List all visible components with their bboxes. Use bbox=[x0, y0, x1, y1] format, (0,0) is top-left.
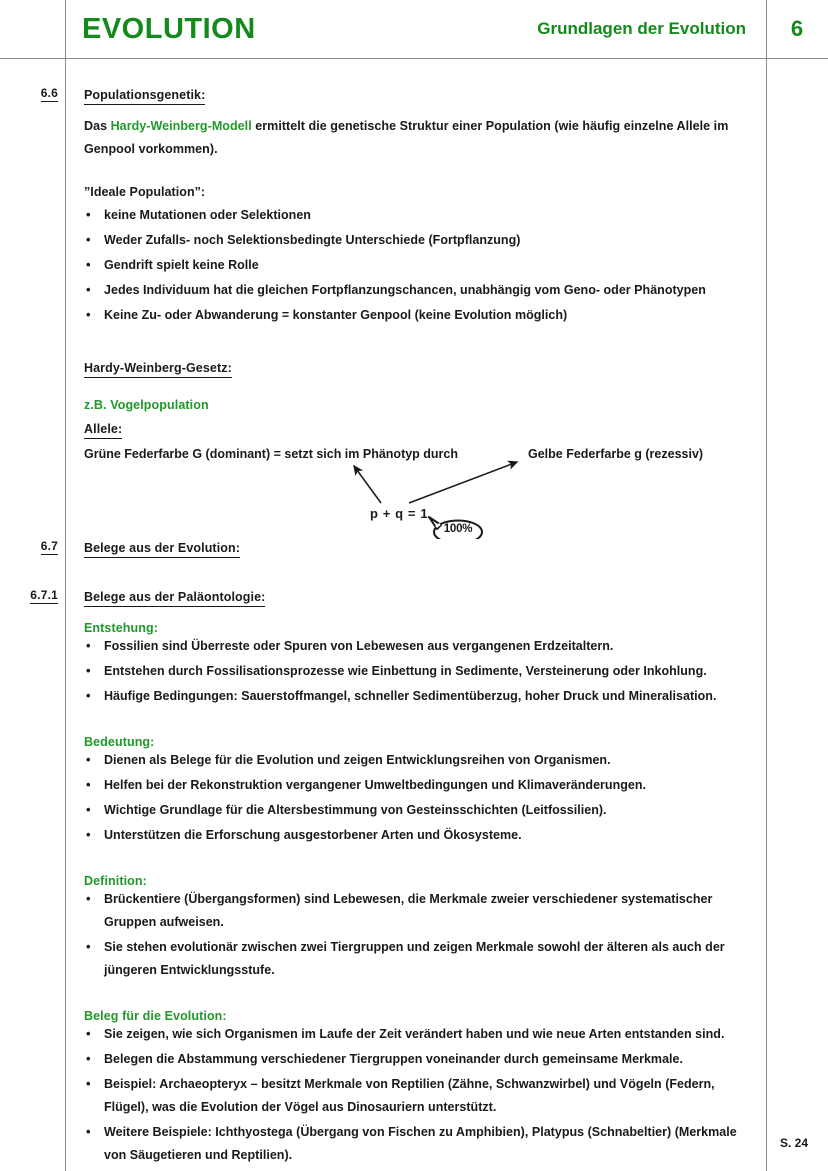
group-list bbox=[84, 888, 748, 982]
yellow-feather-allele-label: Gelbe Federfarbe g (rezessiv) bbox=[528, 447, 704, 461]
list-item: • keine Mutationen oder Selektionen bbox=[84, 204, 748, 227]
right-margin-rule bbox=[766, 0, 767, 1171]
section-6-6-heading: Populationsgenetik: bbox=[84, 86, 748, 105]
footer-page-label: S. 24 bbox=[780, 1136, 809, 1150]
group-entstehung bbox=[84, 621, 748, 708]
list-item: • Beispiel: Archaeopteryx – besitzt Merkmale von Reptilien (Zähne, Schwanzwirbel) und Vögeln (Federn, Flügel), was die Evolution der Vögel aus Dinosauriern unterstützt. bbox=[84, 1073, 748, 1119]
arrow-to-yellow-allele bbox=[409, 462, 517, 503]
list-item: • Entstehen durch Fossilisationsprozesse wie Einbettung in Sedimente, Versteinerung oder Inkohlung. bbox=[84, 660, 748, 683]
group-label: Bedeutung: bbox=[84, 735, 155, 749]
group-label: Entstehung: bbox=[84, 621, 159, 635]
page-title: EVOLUTION bbox=[82, 13, 256, 45]
percent-bubble-label: 100% bbox=[443, 523, 473, 535]
list-item: • Häufige Bedingungen: Sauerstoffmangel, schneller Sedimentüberzug, hoher Druck und Mineralisation. bbox=[84, 685, 748, 708]
list-item: • Jedes Individuum hat die gleichen Fortpflanzungschancen, unabhängig vom Geno- oder Phänotypen bbox=[84, 279, 748, 302]
allele-frequency-formula: p + q = 1 bbox=[370, 506, 429, 521]
section-6-7-heading: Belege aus der Evolution: bbox=[84, 539, 748, 558]
group-definition bbox=[84, 874, 748, 982]
list-item: • Dienen als Belege für die Evolution und zeigen Entwicklungsreihen von Organismen. bbox=[84, 749, 748, 772]
list-item: • Weitere Beispiele: Ichthyostega (Übergang von Fischen zu Amphibien), Platypus (Schnabeltier) (Merkmale von Säugetieren und Reptilien). bbox=[84, 1121, 748, 1167]
group-label: Beleg für die Evolution: bbox=[84, 1009, 227, 1023]
section-6-7-1-heading: Belege aus der Paläontologie: bbox=[84, 588, 748, 607]
group-beleg-fuer-die-evolution bbox=[84, 1009, 748, 1167]
intro-text-after: ermittelt die genetische Struktur einer Population (wie häufig einzelne Allele im Genpool vorkommen). bbox=[84, 119, 729, 156]
vogelpopulation-example-label: z.B. Vogelpopulation bbox=[84, 398, 209, 412]
page-content bbox=[0, 58, 766, 1169]
list-item: • Sie stehen evolutionär zwischen zwei Tiergruppen und zeigen Merkmale sowohl der älteren als auch der jüngeren Entwicklungsstufe. bbox=[84, 936, 748, 982]
list-item: • Helfen bei der Rekonstruktion vergangener Umweltbedingungen und Klimaveränderungen. bbox=[84, 774, 748, 797]
section-6-7-1 bbox=[0, 588, 766, 1167]
page-header bbox=[0, 0, 828, 58]
list-item: • Unterstützen die Erforschung ausgestorbener Arten und Ökosysteme. bbox=[84, 824, 748, 847]
group-list bbox=[84, 749, 748, 847]
list-item: • Fossilien sind Überreste oder Spuren von Lebewesen aus vergangenen Erdzeitaltern. bbox=[84, 635, 748, 658]
list-item: • Brückentiere (Übergangsformen) sind Lebewesen, die Merkmale zweier verschiedener systematischer Gruppen aufweisen. bbox=[84, 888, 748, 934]
group-bedeutung bbox=[84, 735, 748, 847]
group-label: Definition: bbox=[84, 874, 147, 888]
list-item: • Weder Zufalls- noch Selektionsbedingte Unterschiede (Fortpflanzung) bbox=[84, 229, 748, 252]
section-6-6 bbox=[0, 58, 766, 539]
list-item: • Wichtige Grundlage für die Altersbestimmung von Gesteinsschichten (Leitfossilien). bbox=[84, 799, 748, 822]
section-number-6-7-1: 6.7.1 bbox=[30, 588, 58, 602]
list-item: • Gendrift spielt keine Rolle bbox=[84, 254, 748, 277]
arrow-to-green-allele bbox=[354, 466, 381, 503]
chapter-number: 6 bbox=[790, 16, 804, 41]
section-number-6-7: 6.7 bbox=[40, 539, 58, 553]
hardy-weinberg-intro-paragraph bbox=[84, 115, 748, 161]
list-item: • Keine Zu- oder Abwanderung = konstanter Genpool (keine Evolution möglich) bbox=[84, 304, 748, 327]
ideale-population-list bbox=[84, 204, 748, 327]
ideale-population-label: ”Ideale Population”: bbox=[84, 185, 206, 199]
section-number-6-6: 6.6 bbox=[40, 86, 58, 100]
list-item: • Belegen die Abstammung verschiedener Tiergruppen voneinander durch gemeinsame Merkmale. bbox=[84, 1048, 748, 1071]
section-6-7 bbox=[0, 539, 766, 558]
hardy-weinberg-gesetz-heading: Hardy-Weinberg-Gesetz: bbox=[84, 359, 748, 378]
hardy-weinberg-diagram bbox=[84, 447, 748, 539]
green-feather-allele-label: Grüne Federfarbe G (dominant) = setzt sich im Phänotyp durch bbox=[84, 447, 459, 461]
group-list bbox=[84, 1023, 748, 1167]
intro-text-before: Das bbox=[84, 119, 111, 133]
header-subtitle: Grundlagen der Evolution bbox=[537, 19, 746, 38]
hardy-weinberg-model-term: Hardy-Weinberg-Modell bbox=[110, 119, 252, 133]
group-list bbox=[84, 635, 748, 708]
allele-heading: Allele: bbox=[84, 420, 748, 439]
list-item: • Sie zeigen, wie sich Organismen im Laufe der Zeit verändert haben und wie neue Arten entstanden sind. bbox=[84, 1023, 748, 1046]
